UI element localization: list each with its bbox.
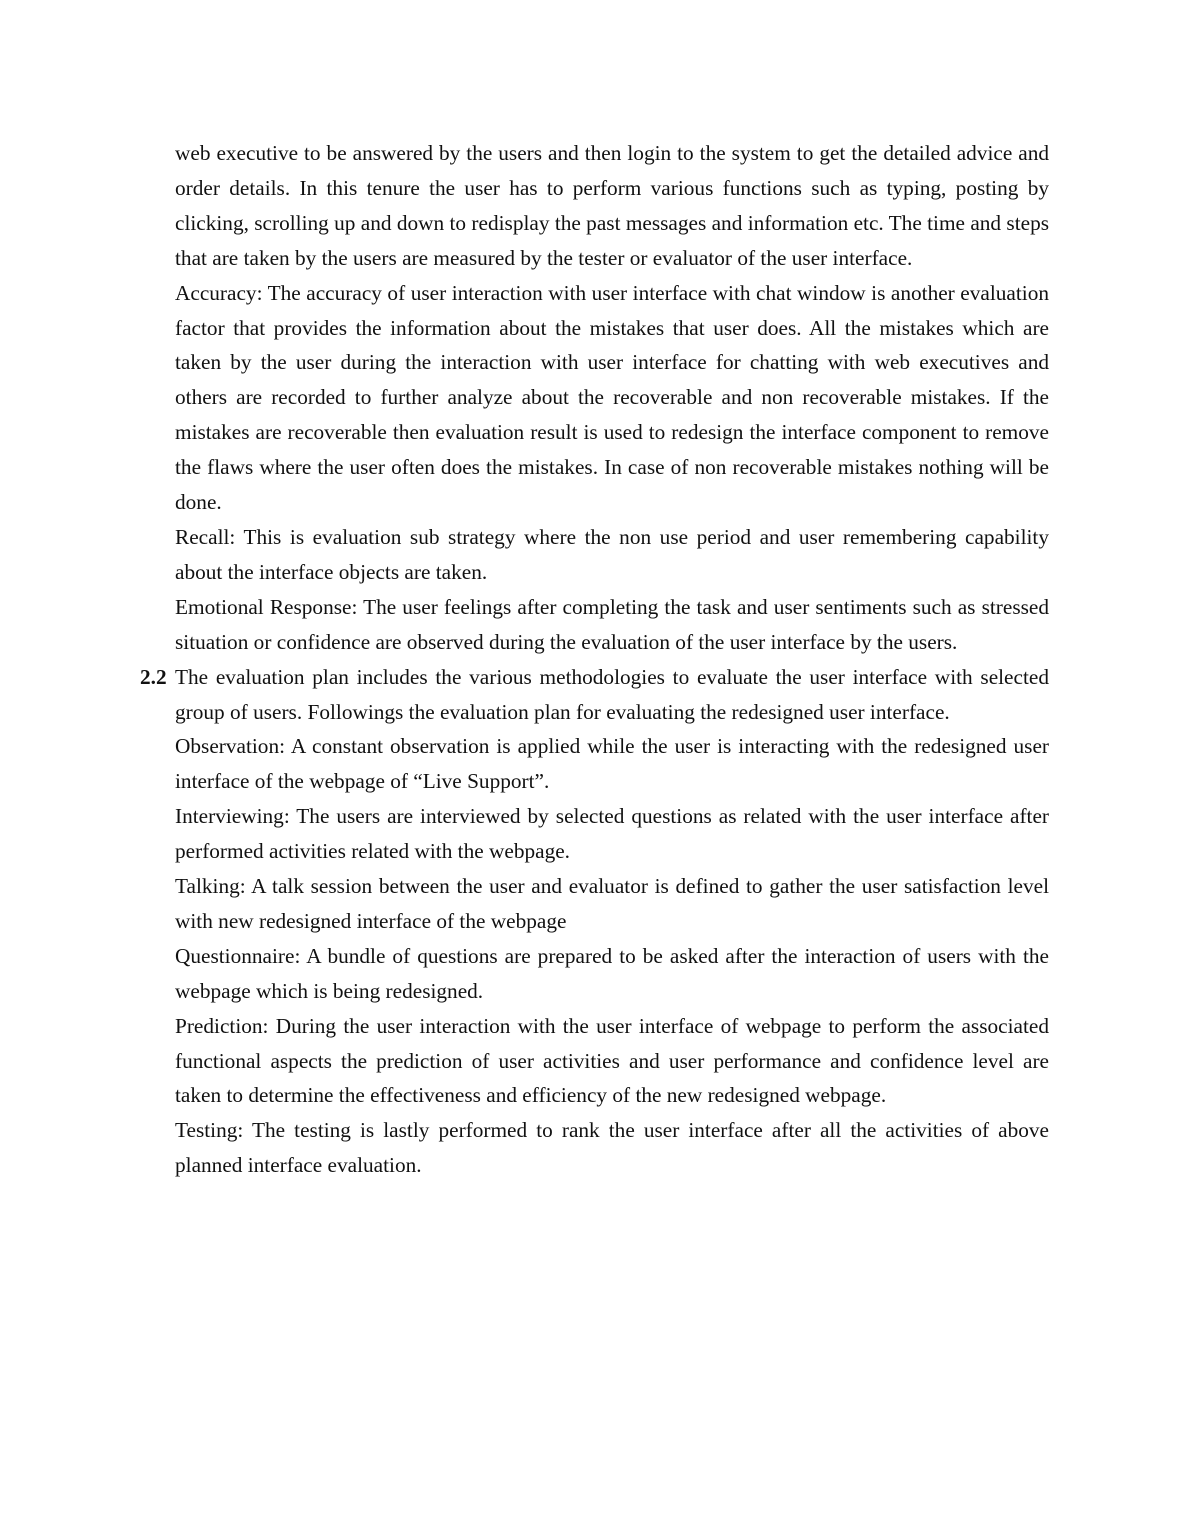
section-2-2 (140, 660, 1049, 730)
paragraph-testing: Testing: The testing is lastly performed to rank the user interface after all the activities of above planned interface evaluation. (175, 1118, 1049, 1178)
section-number: 2.2 (140, 664, 167, 689)
paragraph-prediction: Prediction: During the user interaction with the user interface of webpage to perform the associated functional aspects the prediction of user activities and user performance and confidence level are taken to determine the effectiveness and efficiency of the new redesigned webpage. (175, 1013, 1049, 1108)
paragraph-recall: Recall: This is evaluation sub strategy where the non use period and user remembering capability about the interface objects are taken. (175, 524, 1049, 584)
paragraph-evaluation-plan: The evaluation plan includes the various methodologies to evaluate the user interface with selected group of users. Followings the evaluation plan for evaluating the redesigned user interface. (175, 664, 1049, 724)
paragraph-talking: Talking: A talk session between the user and evaluator is defined to gather the user satisfaction level with new redesigned interface of the webpage (175, 874, 1049, 933)
paragraph-emotional-response: Emotional Response: The user feelings after completing the task and user sentiments such as stressed situation or confidence are observed during the evaluation of the user interface by the users. (175, 594, 1049, 654)
paragraph-observation: Observation: A constant observation is applied while the user is interacting with the redesigned user interface of the webpage of “Live Support”. (175, 734, 1049, 794)
paragraph-interviewing: Interviewing: The users are interviewed by selected questions as related with the user interface after performed activities related with the webpage. (175, 804, 1049, 864)
page-body (140, 136, 1049, 1183)
paragraph-accuracy: Accuracy: The accuracy of user interaction with user interface with chat window is another evaluation factor that provides the information about the mistakes that user does. All the mistakes which are taken by the user during the interaction with user interface for chatting with web executives and others are recorded to further analyze about the recoverable and non recoverable mistakes. If the mistakes are recoverable then evaluation result is used to redesign the interface component to remove the flaws where the user often does the mistakes. In case of non recoverable mistakes nothing will be done. (175, 280, 1049, 515)
paragraph-evaluation-steps: web executive to be answered by the users and then login to the system to get the detailed advice and order details. In this tenure the user has to perform various functions such as typing, posting by clicking, scrolling up and down to redisplay the past messages and information etc. The time and steps that are taken by the users are measured by the tester or evaluator of the user interface. (175, 141, 1049, 270)
paragraph-questionnaire: Questionnaire: A bundle of questions are prepared to be asked after the interaction of users with the webpage which is being redesigned. (175, 943, 1049, 1003)
